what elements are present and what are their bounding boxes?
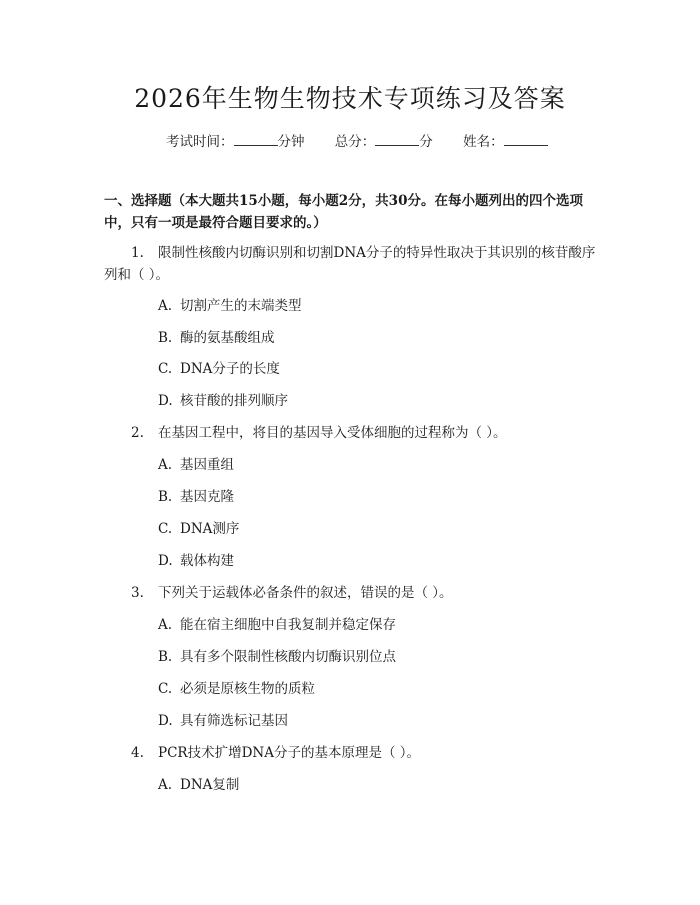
option-label: B. [158, 489, 173, 505]
option-2b[interactable] [158, 486, 234, 508]
time-field [166, 131, 305, 152]
option-text: 必须是原核生物的质粒 [180, 681, 315, 697]
option-3c[interactable] [158, 678, 315, 700]
option-text: 具有筛选标记基因 [180, 713, 288, 729]
option-label: A. [158, 457, 173, 473]
question-2 [131, 422, 601, 444]
option-text: 能在宿主细胞中自我复制并稳定保存 [180, 617, 396, 633]
option-label: D. [158, 553, 173, 569]
option-text: 酶的氨基酸组成 [180, 330, 275, 346]
name-field [463, 131, 548, 152]
option-label: B. [158, 649, 173, 665]
option-text: 基因重组 [180, 457, 234, 473]
option-label: D. [158, 713, 173, 729]
section-heading: 一、选择题（本大题共15小题，每小题2分，共30分。在每小题列出的四个选项中，只有一项是最符合题目要求的。） [104, 193, 583, 231]
option-text: DNA分子的长度 [180, 361, 280, 377]
time-blank[interactable] [234, 131, 278, 146]
question-stem: 限制性核酸内切酶识别和切割DNA分子的特异性取决于其识别的核苷酸序 [158, 245, 596, 261]
option-2d[interactable] [158, 550, 234, 572]
page-title: 2026年生物生物技术专项练习及答案 [134, 84, 566, 113]
option-label: A. [158, 777, 173, 793]
option-1c[interactable] [158, 358, 280, 380]
time-unit: 分钟 [277, 134, 305, 150]
option-text: 具有多个限制性核酸内切酶识别位点 [180, 649, 396, 665]
name-label: 姓名： [463, 134, 504, 150]
question-stem: 下列关于运载体必备条件的叙述，错误的是（ ）。 [158, 585, 453, 601]
score-blank[interactable] [375, 131, 419, 146]
score-field [335, 131, 433, 152]
option-label: C. [158, 361, 173, 377]
option-text: 核苷酸的排列顺序 [180, 393, 288, 409]
option-text: DNA复制 [180, 777, 240, 793]
option-label: B. [158, 330, 173, 346]
exam-meta [166, 131, 574, 152]
option-4a[interactable] [158, 774, 239, 796]
option-1a[interactable] [158, 295, 302, 317]
score-unit: 分 [419, 134, 433, 150]
option-label: A. [158, 617, 173, 633]
question-number: 2. [131, 425, 144, 441]
option-text: 载体构建 [180, 553, 234, 569]
option-2c[interactable] [158, 518, 239, 540]
name-blank[interactable] [504, 131, 548, 146]
option-label: A. [158, 298, 173, 314]
option-3a[interactable] [158, 614, 396, 636]
option-3b[interactable] [158, 646, 396, 668]
option-text: 切割产生的末端类型 [180, 298, 302, 314]
question-3 [131, 582, 601, 604]
question-1 [104, 242, 601, 286]
option-2a[interactable] [158, 454, 234, 476]
question-number: 3. [131, 585, 144, 601]
option-1b[interactable] [158, 327, 275, 349]
question-number: 1. [131, 245, 144, 261]
question-4 [131, 742, 601, 764]
question-stem-continued: 列和（ ）。 [104, 267, 170, 283]
option-label: D. [158, 393, 173, 409]
option-label: C. [158, 681, 173, 697]
option-1d[interactable] [158, 390, 288, 412]
option-text: 基因克隆 [180, 489, 234, 505]
option-label: C. [158, 521, 173, 537]
question-number: 4. [131, 745, 144, 761]
score-label: 总分： [334, 134, 376, 150]
time-label: 考试时间： [166, 134, 234, 150]
option-3d[interactable] [158, 710, 288, 732]
question-stem: PCR技术扩增DNA分子的基本原理是（ ）。 [158, 745, 421, 761]
option-text: DNA测序 [180, 521, 240, 537]
question-stem: 在基因工程中，将目的基因导入受体细胞的过程称为（ ）。 [158, 425, 507, 441]
